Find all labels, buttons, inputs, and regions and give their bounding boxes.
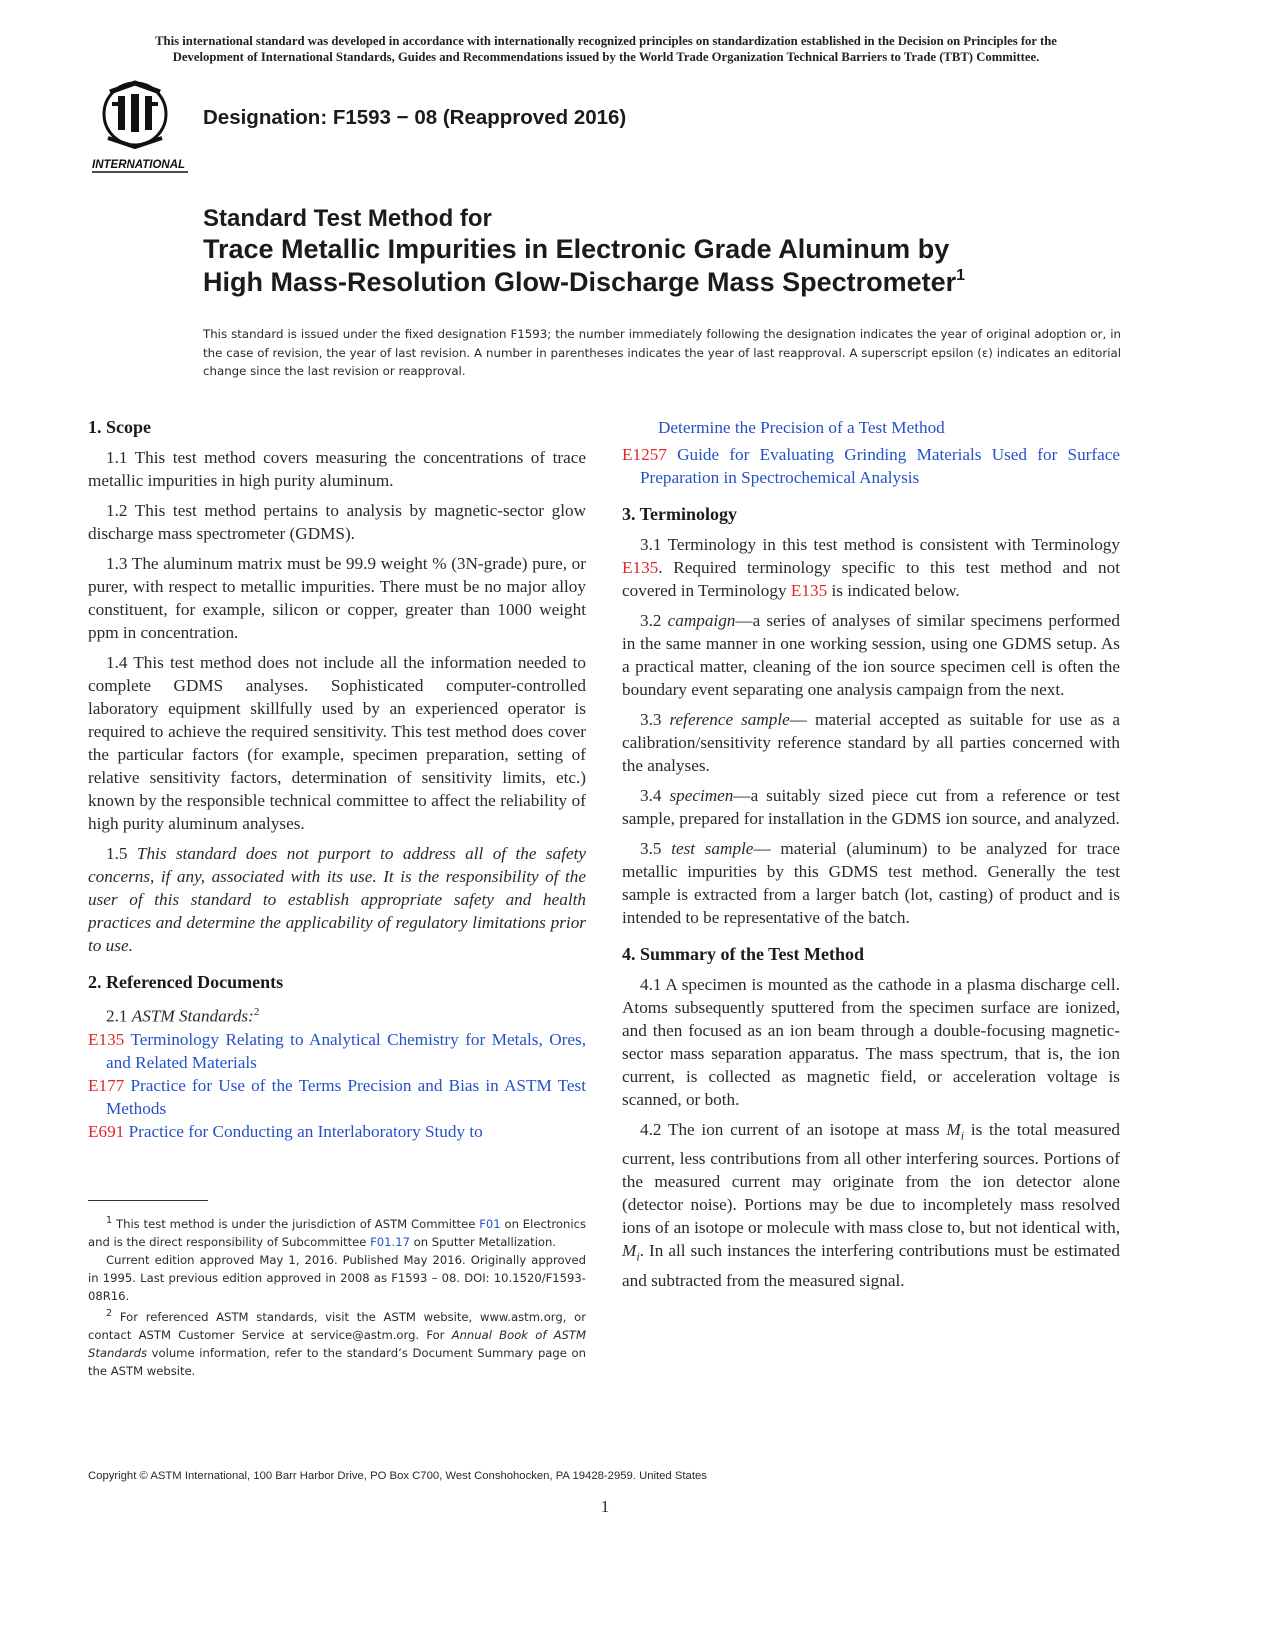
section-heading-scope: 1. Scope	[88, 417, 151, 437]
copyright: Copyright © ASTM International, 100 Barr Harbor Drive, PO Box C700, West Conshohocken, PA 19428-2959. United States	[88, 1470, 707, 1482]
page-number: 1	[600, 1497, 610, 1516]
section-heading-summary: 4. Summary of the Test Method	[622, 944, 864, 964]
section-heading-terminology: 3. Terminology	[622, 504, 738, 524]
paragraph-3-5: 3.5 test sample— material (aluminum) to be analyzed for trace metallic impurities by this GDMS test method. Generally the test sample is extracted from a larger batch (lot, casting) of product and is intended to be representative of the batch.	[622, 839, 1121, 927]
paragraph-3-3: 3.3 reference sample— material accepted as suitable for use as a calibration/sensitivity reference standard by all parties concerned with the analyses.	[622, 710, 1121, 775]
reference-e691[interactable]: E691 Practice for Conducting an Interlaboratory Study to	[88, 1121, 483, 1141]
paragraph-1-5: 1.5 This standard does not purport to address all of the safety concerns, if any, associated with its use. It is the responsibility of the user of this standard to establish appropriate safety and health practices and determine the applicability of regulatory limitations prior to use.	[88, 844, 586, 955]
wto-notice-line2: Development of International Standards, Guides and Recommendations issued by the World Trade Organization Technical Barriers to Trade (TBT) Committee.	[172, 50, 1040, 64]
wto-notice-line1: This international standard was developed in accordance with internationally recognized principles on standardization established in the Decision on Principles for the	[155, 34, 1057, 48]
paragraph-1-1: 1.1 This test method covers measuring the concentrations of trace metallic impurities in high purity aluminum.	[88, 448, 586, 490]
title-line-1: Standard Test Method for	[203, 205, 492, 232]
footnote-1: $^1$ This test method is under the jurisdiction of ASTM Committee F01 on Electronics and is the direct responsibility of Subcommittee F01.17 on Sputter Metallization.	[88, 1215, 586, 1249]
left-column	[88, 416, 586, 1143]
reference-e691-continued[interactable]: Determine the Precision of a Test Method	[658, 418, 945, 437]
footnote-1-edition: Current edition approved May 1, 2016. Published May 2016. Originally approved in 1995. Last previous edition approved in 2008 as F1593 – 08. DOI: 10.1520/F1593-08R16.	[88, 1252, 586, 1303]
paragraph-4-2: 4.2 The ion current of an isotope at mass $M_i$ is the total measured current, less contributions from all other interfering sources. Portions of the measured current may originate from the ion detector alone (detector noise). Portions may be due to incompletely mass resolved ions of an isotope or molecule with mass close to, but not identical with, $M_i$. In all such instances the interfering contributions must be estimated and subtracted from the measured signal.	[622, 1120, 1120, 1290]
link-f01-17[interactable]: F01.17	[370, 1234, 410, 1249]
footnote-2: $^2$ For referenced ASTM standards, visit the ASTM website, www.astm.org, or contact ASTM Customer Service at service@astm.org. For Annual Book of ASTM Standards volume information, refer to the standard’s Document Summary page on the ASTM website.	[88, 1307, 586, 1378]
right-column	[622, 416, 1120, 1299]
link-e135-b[interactable]: E135	[790, 581, 828, 600]
astm-logo	[88, 80, 194, 175]
title-line-3: High Mass-Resolution Glow-Discharge Mass Spectrometer$^1$	[203, 267, 966, 297]
title-footnote-mark: 1	[956, 267, 966, 284]
paragraph-1-3: 1.3 The aluminum matrix must be 99.9 weight % (3N-grade) pure, or purer, with respect to metallic impurities. There must be no major alloy constituent, for example, silicon or copper, greater than 1000 weight ppm in concentration.	[88, 554, 586, 642]
paragraph-4-1: 4.1 A specimen is mounted as the cathode in a plasma discharge cell. Atoms subsequently sputtered from the specimen surface are ionized, and then focused as an ion beam through a double-focusing magnetic-sector mass separation apparatus. The mass spectrum, that is, the ion current, is collected as magnetic field, or acceleration voltage is scanned, or both.	[622, 975, 1120, 1109]
paragraph-1-2: 1.2 This test method pertains to analysis by magnetic-sector glow discharge mass spectrometer (GDMS).	[88, 501, 586, 543]
document-title	[203, 204, 1143, 299]
footnote-divider	[88, 1200, 208, 1201]
paragraph-1-4: 1.4 This test method does not include all the information needed to complete GDMS analyses. Sophisticated computer-controlled laboratory equipment skillfully used by an experienced operator is required to achieve the required sensitivity. This test method does cover the particular factors (for example, specimen preparation, setting of relative sensitivity factors, determination of sensitivity limits, etc.) known by the responsible technical committee to affect the reliability of high purity aluminum analyses.	[88, 653, 586, 833]
logo-international-text: INTERNATIONAL	[92, 159, 186, 171]
paragraph-3-4: 3.4 specimen—a suitably sized piece cut from a reference or test sample, prepared for installation in the GDMS ion source, and analyzed.	[622, 786, 1120, 828]
title-line-2: Trace Metallic Impurities in Electronic Grade Aluminum by	[203, 234, 950, 264]
designation: Designation: F1593 − 08 (Reapproved 2016)	[203, 106, 627, 129]
wto-notice	[88, 33, 1124, 65]
section-heading-referenced-documents: 2. Referenced Documents	[88, 972, 284, 992]
reference-e1257[interactable]: E1257 Guide for Evaluating Grinding Materials Used for Surface Preparation in Spectrochemical Analysis	[622, 445, 1121, 487]
astm-emblem-icon	[104, 83, 166, 147]
issue-note: This standard is issued under the fixed designation F1593; the number immediately following the designation indicates the year of original adoption or, in the case of revision, the year of last revision. A number in parentheses indicates the year of last reapproval. A superscript epsilon (ε) indicates an editorial change since the last revision or reapproval.	[203, 327, 1121, 378]
paragraph-3-2: 3.2 campaign—a series of analyses of similar specimens performed in the same manner in one working session, using one GDMS setup. As a practical matter, cleaning of the ion source specimen cell is often the boundary event separating one analysis campaign from the next.	[622, 611, 1120, 699]
footnotes	[88, 1212, 586, 1380]
reference-e177[interactable]: E177 Practice for Use of the Terms Precision and Bias in ASTM Test Methods	[88, 1075, 587, 1118]
paragraph-2-1: 2.1 ASTM Standards:$^2$	[106, 1006, 260, 1026]
link-f01[interactable]: F01	[479, 1216, 501, 1231]
reference-e135[interactable]: E135 Terminology Relating to Analytical Chemistry for Metals, Ores, and Related Materials	[88, 1029, 586, 1072]
link-e135-a[interactable]: E135	[622, 558, 659, 577]
paragraph-3-1: 3.1 Terminology in this test method is consistent with Terminology E135. Required terminology specific to this test method and not covered in Terminology E135 is indicated below.	[622, 535, 1120, 600]
